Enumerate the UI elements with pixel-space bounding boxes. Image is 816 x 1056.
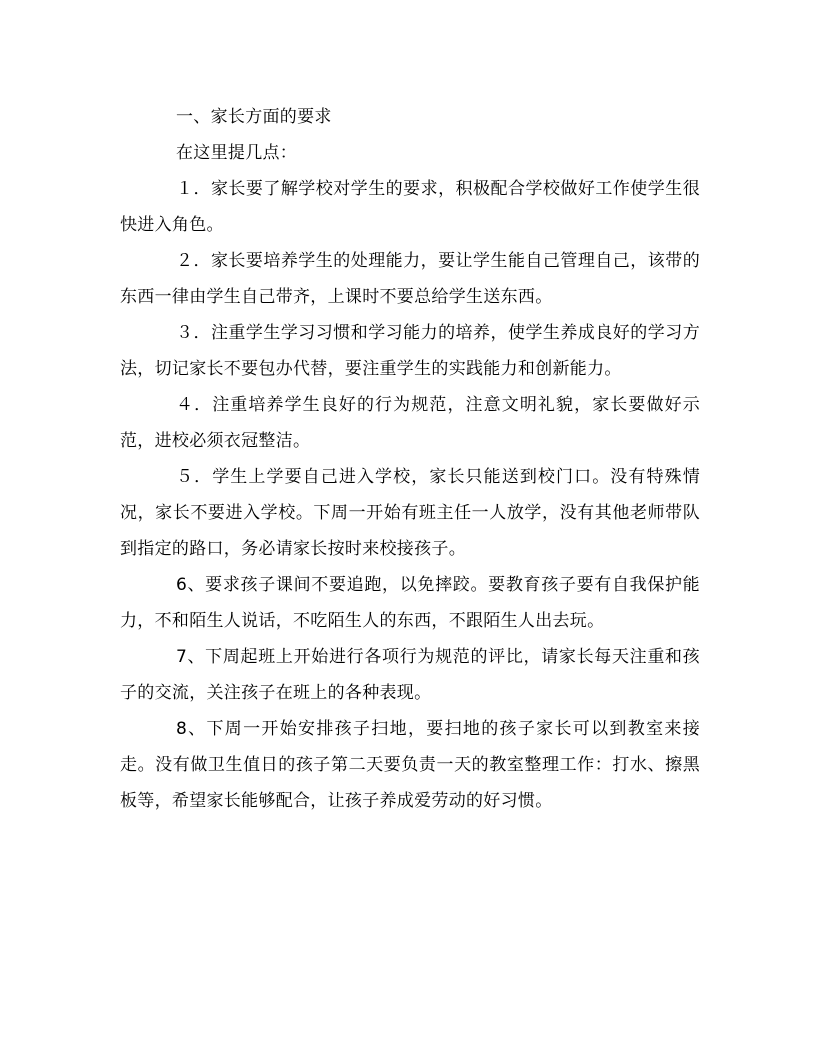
list-item-5: ５．学生上学要自己进入学校，家长只能送到校门口。没有特殊情况，家长不要进入学校。下周一开始有班主任一人放学，没有其他老师带队到指定的路口，务必请家长按时来校接孩子。 [120,467,700,559]
list-item-1: １．家长要了解学校对学生的要求，积极配合学校做好工作使学生很快进入角色。 [120,179,700,235]
list-item-8: 8、下周一开始安排孩子扫地，要扫地的孩子家长可以到教室来接走。没有做卫生值日的孩子第二天要负责一天的教室整理工作：打水、擦黑板等，希望家长能够配合，让孩子养成爱劳动的好习惯。 [120,719,700,811]
list-item-4: ４．注重培养学生良好的行为规范，注意文明礼貌，家长要做好示范，进校必须衣冠整洁。 [120,395,700,451]
list-item-3: ３．注重学生学习习惯和学习能力的培养，使学生养成良好的学习方法，切记家长不要包办代替，要注重学生的实践能力和创新能力。 [120,323,700,379]
list-item-7: 7、下周起班上开始进行各项行为规范的评比，请家长每天注重和孩子的交流，关注孩子在班上的各种表现。 [120,647,700,703]
list-item-6: 6、要求孩子课间不要追跑，以免摔跤。要教育孩子要有自我保护能力，不和陌生人说话，不吃陌生人的东西，不跟陌生人出去玩。 [120,575,700,631]
section-heading: 一、家长方面的要求 [176,107,332,127]
document-body [120,99,700,819]
list-item-2: ２．家长要培养学生的处理能力，要让学生能自己管理自己，该带的东西一律由学生自己带齐，上课时不要总给学生送东西。 [120,251,700,307]
intro-text: 在这里提几点： [176,143,298,163]
